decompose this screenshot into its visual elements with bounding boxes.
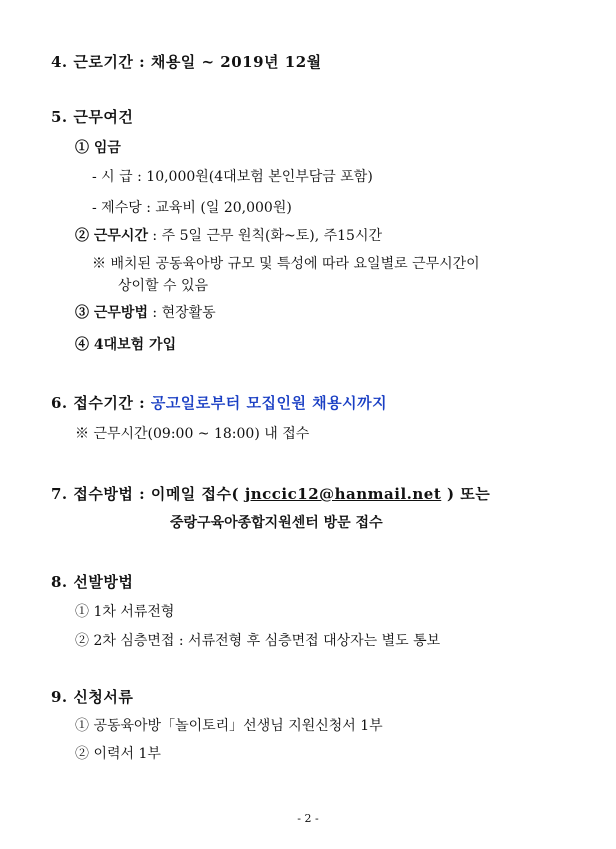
section-7-suffix: ) 또는 <box>441 485 491 503</box>
wage-base: - 시 급 : 10,000원(4대보험 본인부담금 포함) <box>92 169 373 185</box>
section-4-heading: 4. 근로기간 : 채용일 ~ 2019년 12월 <box>51 53 322 71</box>
work-hours-label: ② 근무시간 <box>75 228 148 244</box>
section-7-visit: 중랑구육아종합지원센터 방문 접수 <box>170 515 383 531</box>
section-7-prefix: 7. 접수방법 : 이메일 접수( <box>51 485 245 503</box>
work-hours-note-line2: 상이할 수 있음 <box>118 278 209 294</box>
required-doc-2: ② 이력서 1부 <box>75 746 161 762</box>
section-6-label: 6. 접수기간 : <box>51 394 151 412</box>
section-9-heading: 9. 신청서류 <box>51 688 134 706</box>
work-hours <box>75 227 382 245</box>
work-hours-note-line1: ※ 배치된 공동육아방 규모 및 특성에 따라 요일별로 근무시간이 <box>92 256 480 272</box>
selection-step-2: ② 2차 심층면접 : 서류전형 후 심층면접 대상자는 별도 통보 <box>75 633 441 649</box>
selection-step-1: ① 1차 서류전형 <box>75 604 175 620</box>
application-period: 공고일로부터 모집인원 채용시까지 <box>150 394 388 412</box>
insurance: ④ 4대보험 가입 <box>75 337 177 353</box>
section-6-heading <box>51 394 387 412</box>
wage-title: ① 임금 <box>75 140 121 156</box>
section-5-heading: 5. 근무여건 <box>51 108 134 126</box>
work-method <box>75 304 216 322</box>
page-number: - 2 - <box>297 812 319 825</box>
section-6-note: ※ 근무시간(09:00 ~ 18:00) 내 접수 <box>75 426 310 442</box>
wage-allowance: - 제수당 : 교육비 (일 20,000원) <box>92 200 292 216</box>
email-link[interactable]: jnccic12@hanmail.net <box>244 485 442 503</box>
work-hours-value: : 주 5일 근무 원칙(화~토), 주15시간 <box>147 228 382 244</box>
section-7-heading <box>51 485 490 503</box>
required-doc-1: ① 공동육아방「놀이토리」선생님 지원신청서 1부 <box>75 718 383 734</box>
work-method-value: : 현장활동 <box>147 305 216 321</box>
section-8-heading: 8. 선발방법 <box>51 573 134 591</box>
work-method-label: ③ 근무방법 <box>75 305 148 321</box>
